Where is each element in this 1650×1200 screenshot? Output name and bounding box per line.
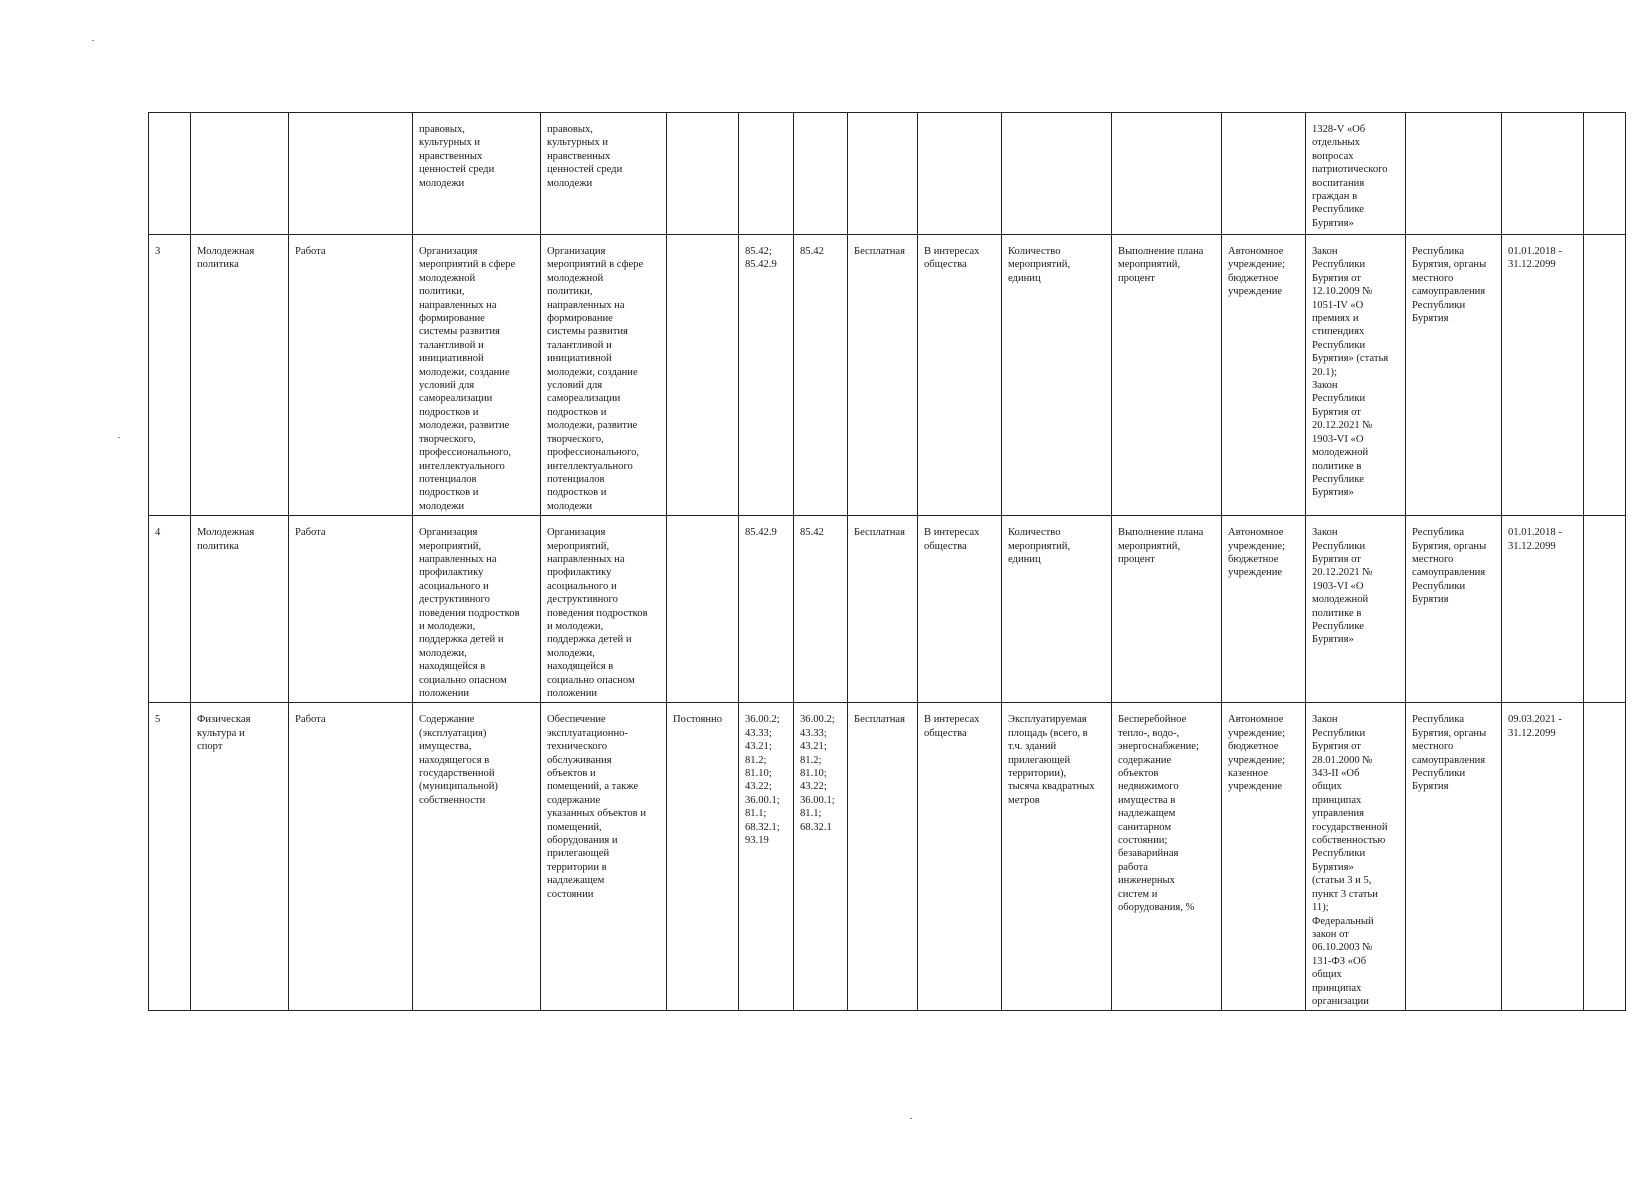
cell-text: 3: [155, 246, 161, 257]
provision-condition-cell: [667, 703, 739, 1011]
cell-text: Закон Республики Бурятия от 12.10.2009 № 1051-IV «О премиях и стипендиях Республики Бурятия» (статья 20.1); Закон Республики Бурятия от 20.12.2021 № 1903-VI «О молодежной политике в Республике Бурятия»: [1312, 246, 1389, 499]
cell-text: Работа: [295, 527, 326, 539]
cell-text: Выполнение плана мероприятий, процент: [1118, 246, 1204, 284]
cell-text: Эксплуатируемая площадь (всего, в т.ч. зданий прилегающей территории), тысяча квадратных метров: [1008, 714, 1095, 806]
cell-text: Республика Бурятия, органы местного самоуправления Республики Бурятия: [1412, 714, 1487, 793]
payment-type-cell: [848, 113, 918, 235]
cell-text: Работа: [295, 246, 326, 257]
cell-text: Количество мероприятий, единиц: [1008, 246, 1071, 284]
cell-text: Республика Бурятия, органы местного самоуправления Республики Бурятия: [1412, 246, 1487, 325]
quality-indicator-cell: [1112, 235, 1222, 516]
cell-text: 5: [155, 714, 161, 726]
scan-speck: [92, 40, 94, 41]
work-name-cell: [413, 113, 541, 235]
provision-condition-cell: [667, 516, 739, 703]
work-content-cell: [541, 703, 667, 1011]
cell-text: 85.42.9: [745, 527, 777, 539]
cell-text: 01.01.2018 - 31.12.2099: [1508, 527, 1562, 552]
founder-cell: [1406, 235, 1502, 516]
provision-condition-cell: [667, 235, 739, 516]
cell-text: В интересах общества: [924, 714, 980, 739]
work-name-cell: [413, 703, 541, 1011]
activity-sphere-cell: [191, 113, 289, 235]
cell-text: Организация мероприятий, направленных на профилактику асоциального и деструктивного поведения подростков и молодежи, поддержка детей и молодежи, находящейся в социально опасном положении: [419, 527, 520, 699]
cell-text: Работа: [295, 714, 326, 726]
cell-text: Автономное учреждение; бюджетное учреждение: [1228, 246, 1286, 298]
institution-type-cell: [1222, 113, 1306, 235]
volume-indicator-cell: [1002, 703, 1112, 1011]
okved-main-codes-cell: [794, 235, 848, 516]
table-row: [149, 516, 1626, 703]
okved-codes-cell: [739, 235, 794, 516]
consumer-category-cell: [918, 113, 1002, 235]
cell-text: Молодежная политика: [197, 246, 255, 271]
cell-text: 1328-V «Об отдельных вопросах патриотического воспитания граждан в Республике Бурятия»: [1312, 124, 1388, 229]
extra-cell: [1584, 113, 1626, 235]
quality-indicator-cell: [1112, 516, 1222, 703]
cell-text: 4: [155, 527, 161, 539]
okved-codes-cell: [739, 516, 794, 703]
service-type-cell: [289, 516, 413, 703]
cell-text: Выполнение плана мероприятий, процент: [1118, 527, 1204, 565]
founder-cell: [1406, 703, 1502, 1011]
quality-indicator-cell: [1112, 703, 1222, 1011]
cell-text: правовых, культурных и нравственных ценностей среди молодежи: [547, 124, 623, 189]
activity-sphere-cell: [191, 235, 289, 516]
cell-text: Количество мероприятий, единиц: [1008, 527, 1071, 565]
legal-basis-cell: [1306, 113, 1406, 235]
consumer-category-cell: [918, 235, 1002, 516]
founder-cell: [1406, 516, 1502, 703]
cell-text: 85.42: [800, 246, 824, 257]
institution-type-cell: [1222, 703, 1306, 1011]
payment-type-cell: [848, 703, 918, 1011]
scan-speck: [118, 437, 120, 438]
quality-indicator-cell: [1112, 113, 1222, 235]
cell-text: Молодежная политика: [197, 527, 255, 552]
cell-text: Закон Республики Бурятия от 20.12.2021 № 1903-VI «О молодежной политике в Республике Бурятия»: [1312, 527, 1373, 646]
okved-main-codes-cell: [794, 516, 848, 703]
service-type-cell: [289, 703, 413, 1011]
cell-text: Содержание (эксплуатация) имущества, находящегося в государственной (муниципальной) собственности: [419, 714, 498, 806]
registry-table-page: [148, 112, 1626, 1011]
volume-indicator-cell: [1002, 235, 1112, 516]
cell-text: Бесплатная: [854, 714, 906, 726]
registry-table: [148, 112, 1626, 1011]
cell-text: Организация мероприятий в сфере молодежной политики, направленных на формирование системы развития талантливой и инициативной молодежи, создание условий для самореализации подростков и молодежи, развитие творческого, профессионального, интеллектуального потенциалов подростков и молодежи: [419, 246, 516, 512]
cell-text: В интересах общества: [924, 246, 980, 271]
cell-text: Постоянно: [673, 714, 723, 726]
validity-period-cell: [1502, 516, 1584, 703]
cell-text: Автономное учреждение; бюджетное учреждение; казенное учреждение: [1228, 714, 1286, 793]
table-row: [149, 703, 1626, 1011]
cell-text: Обеспечение эксплуатационно- технического обслуживания объектов и помещений, а также содержание указанных объектов и помещений, оборудования и прилегающей территории в надлежащем состоянии: [547, 714, 646, 900]
institution-type-cell: [1222, 516, 1306, 703]
founder-cell: [1406, 113, 1502, 235]
cell-text: 01.01.2018 - 31.12.2099: [1508, 246, 1562, 271]
activity-sphere-cell: [191, 516, 289, 703]
cell-text: Закон Республики Бурятия от 28.01.2000 № 343-II «Об общих принципах управления государственной собственностью Республики Бурятия» (статьи 3 и 5, пункт 3 статьи 11); Федеральный закон от 06.10.2003 № 131-ФЗ «Об общих принципах организации: [1312, 714, 1388, 1007]
payment-type-cell: [848, 235, 918, 516]
service-type-cell: [289, 113, 413, 235]
okved-codes-cell: [739, 113, 794, 235]
row-number-cell: [149, 516, 191, 703]
work-content-cell: [541, 235, 667, 516]
activity-sphere-cell: [191, 703, 289, 1011]
row-number-cell: [149, 235, 191, 516]
volume-indicator-cell: [1002, 113, 1112, 235]
extra-cell: [1584, 235, 1626, 516]
cell-text: Бесплатная: [854, 246, 906, 257]
payment-type-cell: [848, 516, 918, 703]
okved-main-codes-cell: [794, 113, 848, 235]
service-type-cell: [289, 235, 413, 516]
cell-text: Республика Бурятия, органы местного самоуправления Республики Бурятия: [1412, 527, 1487, 606]
institution-type-cell: [1222, 235, 1306, 516]
scan-speck: [910, 1118, 912, 1119]
legal-basis-cell: [1306, 703, 1406, 1011]
volume-indicator-cell: [1002, 516, 1112, 703]
extra-cell: [1584, 703, 1626, 1011]
cell-text: 85.42: [800, 527, 824, 539]
legal-basis-cell: [1306, 516, 1406, 703]
provision-condition-cell: [667, 113, 739, 235]
legal-basis-cell: [1306, 235, 1406, 516]
work-name-cell: [413, 516, 541, 703]
table-row: [149, 235, 1626, 516]
table-row: [149, 113, 1626, 235]
cell-text: правовых, культурных и нравственных ценностей среди молодежи: [419, 124, 495, 189]
cell-text: Физическая культура и спорт: [197, 714, 251, 753]
cell-text: Организация мероприятий, направленных на профилактику асоциального и деструктивного поведения подростков и молодежи, поддержка детей и молодежи, находящейся в социально опасном положении: [547, 527, 648, 699]
consumer-category-cell: [918, 516, 1002, 703]
cell-text: 09.03.2021 - 31.12.2099: [1508, 714, 1562, 739]
cell-text: 85.42; 85.42.9: [745, 246, 777, 271]
cell-text: Бесперебойное тепло-, водо-, энергоснабжение; содержание объектов недвижимого имущества в надлежащем санитарном состоянии; безаварийная работа инженерных систем и оборудования, %: [1118, 714, 1199, 914]
consumer-category-cell: [918, 703, 1002, 1011]
cell-text: В интересах общества: [924, 527, 980, 552]
validity-period-cell: [1502, 235, 1584, 516]
validity-period-cell: [1502, 113, 1584, 235]
work-content-cell: [541, 516, 667, 703]
cell-text: Автономное учреждение; бюджетное учреждение: [1228, 527, 1286, 579]
work-name-cell: [413, 235, 541, 516]
okved-main-codes-cell: [794, 703, 848, 1011]
validity-period-cell: [1502, 703, 1584, 1011]
cell-text: 36.00.2; 43.33; 43.21; 81.2; 81.10; 43.22; 36.00.1; 81.1; 68.32.1; 93.19: [745, 714, 780, 847]
cell-text: Бесплатная: [854, 527, 906, 539]
okved-codes-cell: [739, 703, 794, 1011]
row-number-cell: [149, 703, 191, 1011]
cell-text: 36.00.2; 43.33; 43.21; 81.2; 81.10; 43.22; 36.00.1; 81.1; 68.32.1: [800, 714, 835, 833]
row-number-cell: [149, 113, 191, 235]
extra-cell: [1584, 516, 1626, 703]
cell-text: Организация мероприятий в сфере молодежной политики, направленных на формирование системы развития талантливой и инициативной молодежи, создание условий для самореализации подростков и молодежи, развитие творческого, профессионального, интеллектуального потенциалов подростков и молодежи: [547, 246, 644, 512]
work-content-cell: [541, 113, 667, 235]
